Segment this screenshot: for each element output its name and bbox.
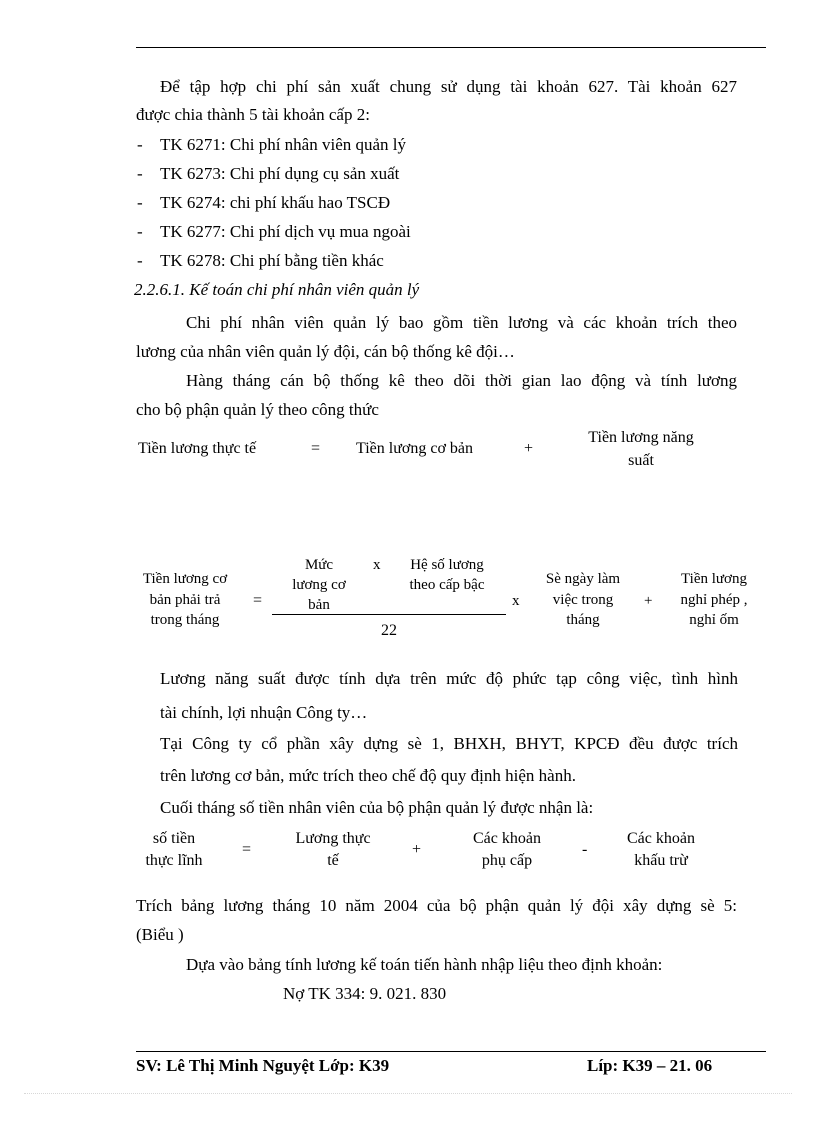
formula3-equals: =	[242, 841, 252, 858]
formula3-deduction-line-1: Các khoản	[627, 830, 695, 847]
formula2-rate-line-3: bản	[308, 597, 330, 613]
list-item-bullet: -	[137, 164, 143, 183]
list-item-bullet: -	[137, 193, 143, 212]
formula2-lhs-line-3: trong tháng	[150, 612, 220, 628]
page-bottom-border	[24, 1093, 792, 1094]
formula2-leave-line-2: nghỉ phép ,	[680, 592, 748, 608]
intro-line-2: được chia thành 5 tài khoản cấp 2:	[136, 105, 370, 124]
formula3-minus: -	[582, 841, 588, 858]
formula2-coef-line-2: theo cấp bậc	[409, 577, 485, 593]
para2-line-1: Hàng tháng cán bộ thống kê theo dõi thời gian lao động và tính lương	[186, 371, 737, 390]
formula3-deduction-line-2: khấu trừ	[634, 852, 688, 869]
formula3-lhs-line-1: số tiền	[152, 830, 196, 847]
para1-line-2: lương của nhân viên quản lý đội, cán bộ thống kê đội…	[136, 342, 515, 361]
para4-line-1: Tại Công ty cổ phần xây dựng sè 1, BHXH, BHYT, KPCĐ đều được trích	[160, 734, 738, 753]
header-rule	[136, 47, 766, 48]
formula2-leave-line-3: nghỉ ốm	[689, 612, 739, 628]
para3-line-2: tài chính, lợi nhuận Công ty…	[160, 703, 368, 722]
formula2-days-line-3: tháng	[566, 612, 600, 628]
formula1-productivity-line-2: suất	[628, 452, 654, 469]
formula2-lhs-line-2: bản phải trả	[149, 592, 221, 608]
para7: Dựa vào bảng tính lương kế toán tiến hành nhập liệu theo định khoản:	[186, 955, 663, 974]
formula2-leave-line-1: Tiền lương	[681, 571, 747, 587]
fraction-bar	[272, 614, 506, 615]
para4-line-2: trên lương cơ bản, mức trích theo chế độ quy định hiện hành.	[160, 766, 576, 785]
list-item: TK 6273: Chi phí dụng cụ sản xuất	[160, 164, 400, 183]
formula1-plus: +	[524, 440, 534, 457]
para6-line-2: (Biểu )	[136, 925, 184, 944]
formula2-days-line-1: Sè ngày làm	[545, 571, 621, 587]
formula3-plus: +	[412, 841, 422, 858]
para1-line-1: Chi phí nhân viên quản lý bao gồm tiền lương và các khoản trích theo	[186, 313, 737, 332]
section-heading: 2.2.6.1. Kế toán chi phí nhân viên quản lý	[134, 280, 420, 299]
formula2-coef-line-1: Hệ số lương	[410, 557, 484, 573]
formula1-equals: =	[311, 440, 321, 457]
formula2-equals: =	[253, 592, 263, 609]
formula1-base-salary: Tiền lương cơ bản	[356, 440, 473, 457]
list-item: TK 6277: Chi phí dịch vụ mua ngoài	[160, 222, 411, 241]
formula2-days-line-2: việc trong	[552, 592, 614, 608]
para3-line-1: Lương năng suất được tính dựa trên mức độ phức tạp công việc, tình hình	[160, 669, 738, 688]
journal-entry: Nợ TK 334: 9. 021. 830	[283, 984, 447, 1003]
formula3-actual-line-1: Lương thực	[295, 830, 371, 847]
list-item-bullet: -	[137, 135, 143, 154]
formula2-denominator: 22	[381, 622, 397, 639]
formula3-allowance-line-1: Các khoản	[473, 830, 541, 847]
footer-class: Líp: K39 – 21. 06	[587, 1056, 713, 1075]
formula1-productivity-line-1: Tiền lương năng	[588, 429, 694, 446]
formula2-rate-line-1: Mức	[304, 557, 334, 573]
intro-line-1: Để tập hợp chi phí sản xuất chung sử dụng tài khoản 627. Tài khoản 627	[160, 77, 737, 96]
formula2-rate-line-2: lương cơ	[292, 577, 346, 593]
para5: Cuối tháng số tiền nhân viên của bộ phận quản lý được nhận là:	[160, 798, 594, 817]
formula3-allowance-line-2: phụ cấp	[481, 852, 533, 869]
formula1-lhs: Tiền lương thực tế	[138, 440, 257, 457]
para6-line-1: Trích bảng lương tháng 10 năm 2004 của bộ phận quản lý đội xây dựng sè 5:	[136, 896, 737, 915]
formula3-actual-line-2: tế	[327, 852, 339, 869]
formula2-times-2: x	[512, 593, 520, 609]
list-item: TK 6274: chi phí khấu hao TSCĐ	[160, 193, 391, 212]
list-item-bullet: -	[137, 222, 143, 241]
footer-student: SV: Lê Thị Minh Nguyệt Lớp: K39	[136, 1056, 390, 1075]
para2-line-2: cho bộ phận quản lý theo công thức	[136, 400, 379, 419]
list-item: TK 6278: Chi phí bằng tiền khác	[160, 251, 384, 270]
formula2-lhs-line-1: Tiền lương cơ	[142, 571, 228, 587]
footer-rule	[136, 1051, 766, 1052]
formula2-times-1: x	[373, 557, 381, 573]
formula3-lhs-line-2: thực lĩnh	[145, 852, 203, 869]
list-item-bullet: -	[137, 251, 143, 270]
formula2-plus: +	[644, 593, 653, 609]
list-item: TK 6271: Chi phí nhân viên quản lý	[160, 135, 407, 154]
